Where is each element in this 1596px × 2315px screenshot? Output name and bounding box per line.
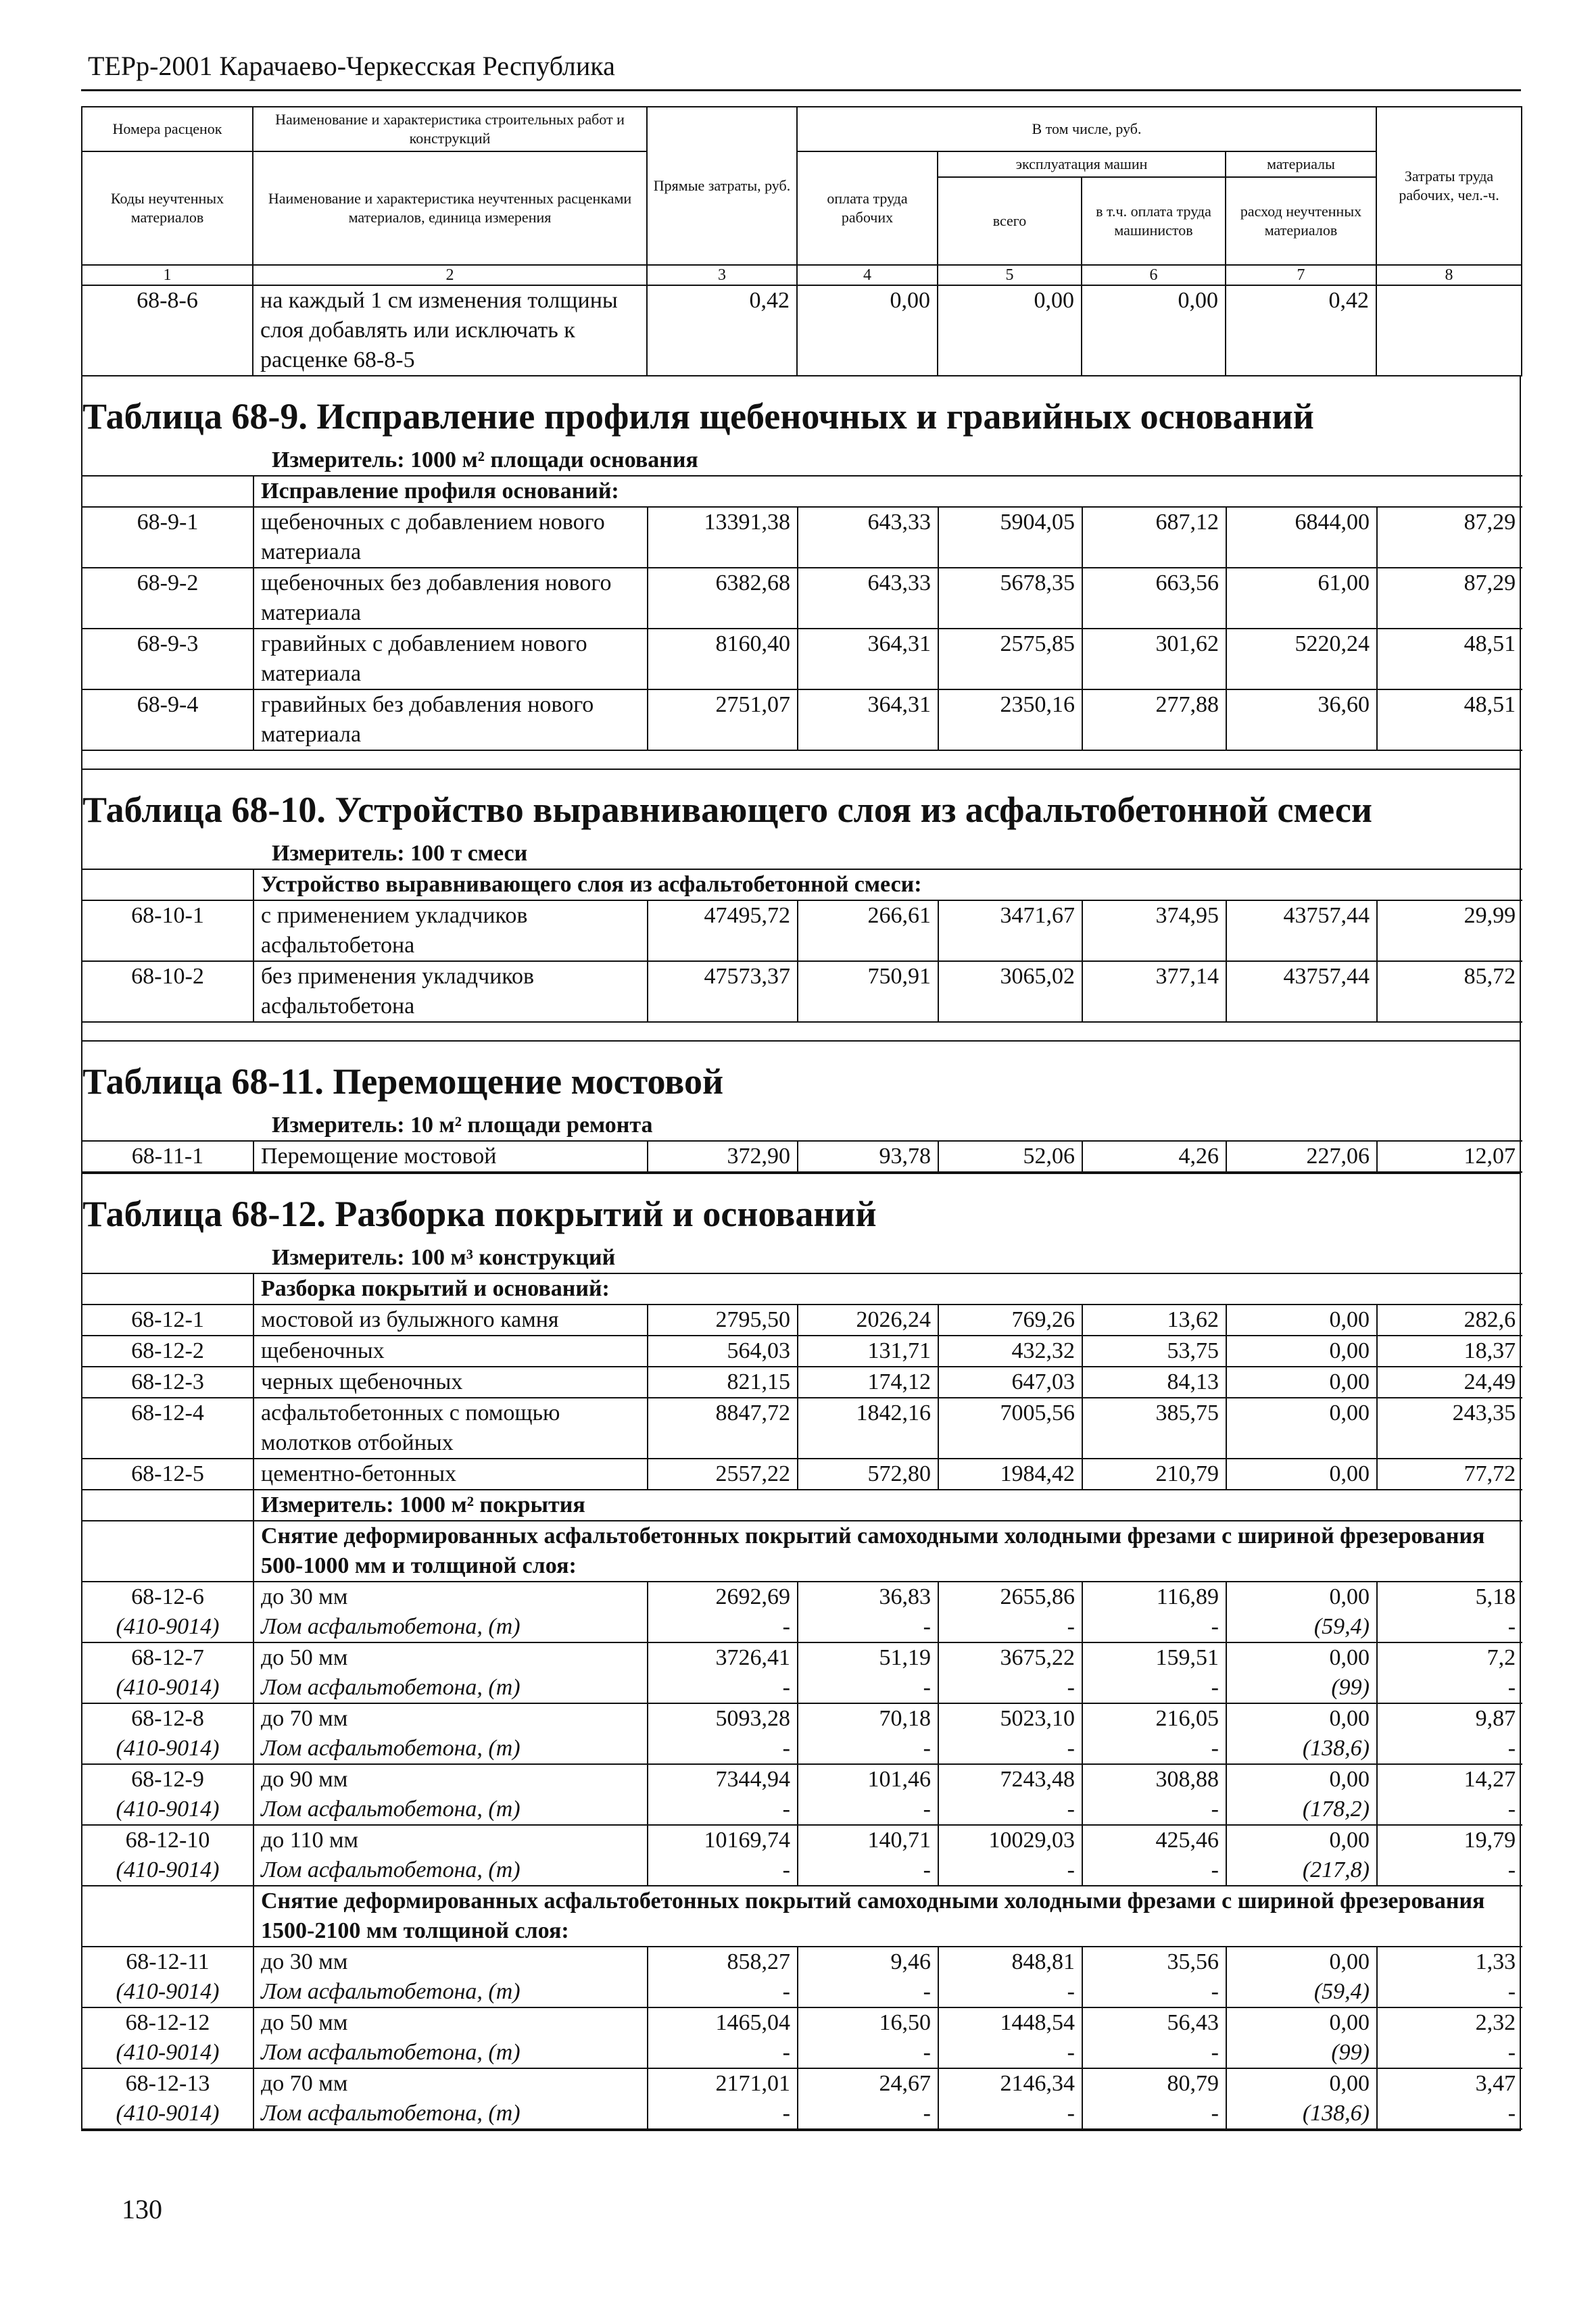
rate-value: 3675,22 [938, 1642, 1082, 1673]
rate-value: 52,06 [938, 1141, 1082, 1172]
head-name: Наименование и характеристика строительных работ и конструкций [253, 107, 647, 151]
rate-name: с применением укладчиков асфальтобетона [253, 900, 648, 961]
material-value: - [1082, 1673, 1226, 1703]
table-title: Таблица 68-12. Разборка покрытий и оснований [82, 1194, 877, 1234]
rate-value: 0,00 [1082, 285, 1226, 376]
col-number: 6 [1082, 265, 1226, 285]
rate-value: 51,19 [798, 1642, 938, 1673]
table-row [82, 2007, 1522, 2038]
rate-value: 3,47 [1377, 2068, 1522, 2099]
rate-code: 68-12-12 [82, 2007, 253, 2038]
table-title: Таблица 68-9. Исправление профиля щебеночных и гравийных оснований [82, 396, 1314, 437]
rate-code: 68-11-1 [82, 1141, 253, 1172]
material-name: Лом асфальтобетона, (т) [253, 1855, 648, 1886]
rate-code: 68-9-1 [82, 507, 253, 568]
col-number: 5 [938, 265, 1082, 285]
rate-value: 2655,86 [938, 1582, 1082, 1612]
rate-value: 7344,94 [648, 1764, 798, 1795]
rate-value: 2,32 [1377, 2007, 1522, 2038]
material-code: (410-9014) [82, 1612, 253, 1642]
material-name: Лом асфальтобетона, (т) [253, 1612, 648, 1642]
rate-value: 19,79 [1377, 1825, 1522, 1855]
head-machines-labor: в т.ч. оплата труда машинистов [1082, 177, 1226, 265]
rate-value: 243,35 [1377, 1398, 1522, 1459]
material-value: - [938, 1855, 1082, 1886]
table-row [82, 1582, 1522, 1612]
rate-value: 0,00 [1226, 1764, 1377, 1795]
header-rule [81, 89, 1521, 91]
rate-value: 282,6 [1377, 1305, 1522, 1336]
rate-code: 68-12-5 [82, 1459, 253, 1490]
rate-value: 77,72 [1377, 1459, 1522, 1490]
material-name: Лом асфальтобетона, (т) [253, 1795, 648, 1825]
rate-value: 3065,02 [938, 961, 1082, 1022]
rate-name: на каждый 1 см изменения толщины слоя добавлять или исключать к расценке 68-8-5 [253, 285, 647, 376]
rate-value: 2026,24 [798, 1305, 938, 1336]
material-value: (99) [1226, 2038, 1377, 2068]
section-heading: Разборка покрытий и оснований: [253, 1273, 1522, 1305]
rate-value: 0,00 [1226, 1459, 1377, 1490]
rate-value: 564,03 [648, 1336, 798, 1367]
rate-value: 374,95 [1082, 900, 1226, 961]
rate-value: 6382,68 [648, 568, 798, 629]
measure-unit: Измеритель: 1000 м² площади основания [272, 447, 698, 472]
rate-code: 68-12-1 [82, 1305, 253, 1336]
material-value: (178,2) [1226, 1795, 1377, 1825]
rate-name: щебеночных без добавления нового материала [253, 568, 648, 629]
rate-value: 750,91 [798, 961, 938, 1022]
rate-value: 53,75 [1082, 1336, 1226, 1367]
rate-value: 858,27 [648, 1947, 798, 1977]
rate-value: 13,62 [1082, 1305, 1226, 1336]
rate-value: 5220,24 [1226, 629, 1377, 689]
rates-table [82, 1273, 1522, 2130]
col-number: 8 [1376, 265, 1522, 285]
head-direct-costs: Прямые затраты, руб. [647, 107, 797, 265]
rate-value: 0,00 [1226, 1825, 1377, 1855]
rate-value: 2557,22 [648, 1459, 798, 1490]
material-value: (217,8) [1226, 1855, 1377, 1886]
rate-value: 1448,54 [938, 2007, 1082, 2038]
rate-value: 3726,41 [648, 1642, 798, 1673]
material-value: - [938, 1734, 1082, 1764]
rate-value [1376, 285, 1522, 376]
material-value: - [1082, 1855, 1226, 1886]
rate-code: 68-10-1 [82, 900, 253, 961]
rate-value: 140,71 [798, 1825, 938, 1855]
rate-value: 1984,42 [938, 1459, 1082, 1490]
rate-value: 16,50 [798, 2007, 938, 2038]
material-value: - [1377, 2099, 1522, 2129]
material-value: (138,6) [1226, 1734, 1377, 1764]
head-machines: эксплуатация машин [938, 151, 1226, 177]
head-labor-pay: оплата труда рабочих [797, 151, 938, 265]
rate-value: 85,72 [1377, 961, 1522, 1022]
section-heading: Снятие деформированных асфальтобетонных покрытий самоходными холодными фрезами с шириной фрезерования 500-1000 мм и толщиной слоя: [253, 1521, 1522, 1582]
rate-value: 0,00 [938, 285, 1082, 376]
rate-value: 432,32 [938, 1336, 1082, 1367]
material-value: - [938, 2099, 1082, 2129]
rate-code: 68-12-6 [82, 1582, 253, 1612]
rate-value: 0,00 [1226, 2007, 1377, 2038]
rate-value: 1,33 [1377, 1947, 1522, 1977]
material-value: - [798, 1673, 938, 1703]
rate-name: до 70 мм [253, 2068, 648, 2099]
section-heading: Снятие деформированных асфальтобетонных покрытий самоходными холодными фрезами с шириной фрезерования 1500-2100 мм толщиной слоя: [253, 1886, 1522, 1947]
rate-name: гравийных с добавлением нового материала [253, 629, 648, 689]
material-value: - [648, 2038, 798, 2068]
rate-value: 70,18 [798, 1703, 938, 1734]
rate-value: 87,29 [1377, 507, 1522, 568]
material-value: - [938, 1612, 1082, 1642]
table-row [82, 1947, 1522, 1977]
head-code: Номера расценок [82, 107, 253, 151]
material-name: Лом асфальтобетона, (т) [253, 1734, 648, 1764]
rate-value: 364,31 [798, 629, 938, 689]
rate-code: 68-8-6 [82, 285, 253, 376]
material-code: (410-9014) [82, 1673, 253, 1703]
section-heading: Устройство выравнивающего слоя из асфальтобетонной смеси: [253, 869, 1522, 900]
rate-code: 68-12-10 [82, 1825, 253, 1855]
rate-code: 68-12-7 [82, 1642, 253, 1673]
table-row [82, 1642, 1522, 1673]
rate-value: 0,00 [1226, 1947, 1377, 1977]
rate-value: 84,13 [1082, 1367, 1226, 1398]
rate-value: 0,42 [647, 285, 797, 376]
rate-value: 1465,04 [648, 2007, 798, 2038]
rate-code: 68-12-11 [82, 1947, 253, 1977]
rate-value: 48,51 [1377, 689, 1522, 750]
rates-table [82, 869, 1522, 1023]
rate-value: 24,67 [798, 2068, 938, 2099]
rate-value: 48,51 [1377, 629, 1522, 689]
material-row [82, 1855, 1522, 1886]
rate-value: 43757,44 [1226, 900, 1377, 961]
rates-table [82, 475, 1522, 751]
material-code: (410-9014) [82, 1734, 253, 1764]
rate-value: 8160,40 [648, 629, 798, 689]
rate-value: 216,05 [1082, 1703, 1226, 1734]
head-worker-hours: Затраты труда рабочих, чел.-ч. [1376, 107, 1522, 265]
rate-value: 647,03 [938, 1367, 1082, 1398]
material-row [82, 1977, 1522, 2007]
rate-value: 6844,00 [1226, 507, 1377, 568]
rate-value: 210,79 [1082, 1459, 1226, 1490]
material-value: (138,6) [1226, 2099, 1377, 2129]
rate-value: 0,42 [1226, 285, 1376, 376]
rate-value: 5023,10 [938, 1703, 1082, 1734]
table-title: Таблица 68-10. Устройство выравнивающего слоя из асфальтобетонной смеси [82, 789, 1372, 830]
rate-value: 301,62 [1082, 629, 1226, 689]
material-value: - [798, 1855, 938, 1886]
rate-value: 159,51 [1082, 1642, 1226, 1673]
rate-name: до 70 мм [253, 1703, 648, 1734]
material-value: - [798, 1734, 938, 1764]
rate-name: асфальтобетонных с помощью молотков отбойных [253, 1398, 648, 1459]
material-value: - [648, 1673, 798, 1703]
material-value: - [648, 1855, 798, 1886]
table-title: Таблица 68-11. Перемощение мостовой [82, 1061, 724, 1102]
rate-value: 572,80 [798, 1459, 938, 1490]
rate-value: 308,88 [1082, 1764, 1226, 1795]
rate-value: 13391,38 [648, 507, 798, 568]
material-name: Лом асфальтобетона, (т) [253, 2038, 648, 2068]
section-heading: Исправление профиля оснований: [253, 476, 1522, 507]
material-name: Лом асфальтобетона, (т) [253, 1977, 648, 2007]
material-value: - [1377, 1855, 1522, 1886]
rate-value: 80,79 [1082, 2068, 1226, 2099]
rate-value: 18,37 [1377, 1336, 1522, 1367]
head-materials-usage: расход неучтенных материалов [1226, 177, 1376, 265]
material-value: - [1082, 1977, 1226, 2007]
rate-value: 4,26 [1082, 1141, 1226, 1172]
page-number: 130 [122, 2194, 162, 2224]
rate-value: 0,00 [1226, 1703, 1377, 1734]
material-value: - [1082, 2099, 1226, 2129]
table-row [82, 1764, 1522, 1795]
rate-code: 68-12-2 [82, 1336, 253, 1367]
col-number: 1 [82, 265, 253, 285]
rate-value: 425,46 [1082, 1825, 1226, 1855]
rate-value: 9,46 [798, 1947, 938, 1977]
material-row [82, 2099, 1522, 2129]
rate-value: 5093,28 [648, 1703, 798, 1734]
col-number: 2 [253, 265, 647, 285]
rate-value: 266,61 [798, 900, 938, 961]
table-68-9 [81, 376, 1521, 770]
material-code: (410-9014) [82, 1855, 253, 1886]
rate-name: щебеночных [253, 1336, 648, 1367]
rate-name: до 90 мм [253, 1764, 648, 1795]
rate-code: 68-12-3 [82, 1367, 253, 1398]
rate-value: 1842,16 [798, 1398, 938, 1459]
rate-value: 35,56 [1082, 1947, 1226, 1977]
rate-value: 277,88 [1082, 689, 1226, 750]
material-value: - [1377, 1795, 1522, 1825]
rates-table [82, 1140, 1522, 1173]
rate-value: 5678,35 [938, 568, 1082, 629]
rate-name: мостовой из булыжного камня [253, 1305, 648, 1336]
rate-value: 7243,48 [938, 1764, 1082, 1795]
rate-code: 68-12-9 [82, 1764, 253, 1795]
rate-name: до 50 мм [253, 2007, 648, 2038]
col-number: 3 [647, 265, 797, 285]
material-row [82, 1612, 1522, 1642]
rate-value: 12,07 [1377, 1141, 1522, 1172]
column-header-table [81, 106, 1522, 376]
rate-value: 47495,72 [648, 900, 798, 961]
rate-value: 0,00 [1226, 1642, 1377, 1673]
rate-value: 3471,67 [938, 900, 1082, 961]
document-page [81, 47, 1521, 2131]
material-row [82, 2038, 1522, 2068]
rate-value: 7005,56 [938, 1398, 1082, 1459]
rate-name: до 50 мм [253, 1642, 648, 1673]
rate-value: 5904,05 [938, 507, 1082, 568]
material-value: - [798, 2038, 938, 2068]
rate-value: 36,60 [1226, 689, 1377, 750]
rate-value: 10169,74 [648, 1825, 798, 1855]
rate-value: 47573,37 [648, 961, 798, 1022]
measure-unit: Измеритель: 100 т смеси [272, 841, 528, 866]
rate-code: 68-12-13 [82, 2068, 253, 2099]
rate-value: 174,12 [798, 1367, 938, 1398]
material-value: - [1377, 1977, 1522, 2007]
material-value: - [798, 1795, 938, 1825]
rate-value: 0,00 [1226, 1305, 1377, 1336]
rate-name: черных щебеночных [253, 1367, 648, 1398]
rate-value: 8847,72 [648, 1398, 798, 1459]
material-value: - [1082, 1612, 1226, 1642]
rate-value: 61,00 [1226, 568, 1377, 629]
material-value: - [648, 1977, 798, 2007]
material-name: Лом асфальтобетона, (т) [253, 2099, 648, 2129]
table-68-11 [81, 1042, 1521, 1174]
rate-value: 2692,69 [648, 1582, 798, 1612]
rate-value: 2171,01 [648, 2068, 798, 2099]
rate-value: 2795,50 [648, 1305, 798, 1336]
rate-value: 43757,44 [1226, 961, 1377, 1022]
measure-unit: Измеритель: 1000 м² покрытия [253, 1490, 1522, 1521]
material-row [82, 1795, 1522, 1825]
material-value: (59,4) [1226, 1977, 1377, 2007]
rate-value: 36,83 [798, 1582, 938, 1612]
rate-value: 2751,07 [648, 689, 798, 750]
rate-name: без применения укладчиков асфальтобетона [253, 961, 648, 1022]
material-value: - [648, 2099, 798, 2129]
rate-value: 848,81 [938, 1947, 1082, 1977]
material-code: (410-9014) [82, 2099, 253, 2129]
rate-value: 0,00 [797, 285, 938, 376]
rate-value: 643,33 [798, 507, 938, 568]
material-value: - [938, 1795, 1082, 1825]
rate-code: 68-10-2 [82, 961, 253, 1022]
rate-value: 377,14 [1082, 961, 1226, 1022]
material-name: Лом асфальтобетона, (т) [253, 1673, 648, 1703]
rate-code: 68-9-4 [82, 689, 253, 750]
measure-unit: Измеритель: 10 м² площади ремонта [272, 1113, 653, 1138]
rate-value: 116,89 [1082, 1582, 1226, 1612]
material-value: - [938, 1977, 1082, 2007]
material-code: (410-9014) [82, 1795, 253, 1825]
rate-value: 131,71 [798, 1336, 938, 1367]
rate-code: 68-12-4 [82, 1398, 253, 1459]
rate-value: 9,87 [1377, 1703, 1522, 1734]
material-value: - [1377, 1673, 1522, 1703]
rate-value: 227,06 [1226, 1141, 1377, 1172]
rate-code: 68-12-8 [82, 1703, 253, 1734]
rate-value: 101,46 [798, 1764, 938, 1795]
material-value: - [1377, 1612, 1522, 1642]
rate-value: 2575,85 [938, 629, 1082, 689]
material-value: - [798, 1612, 938, 1642]
material-value: - [798, 1977, 938, 2007]
material-value: - [1377, 1734, 1522, 1764]
rate-value: 0,00 [1226, 1582, 1377, 1612]
rate-value: 93,78 [798, 1141, 938, 1172]
material-value: - [938, 1673, 1082, 1703]
rate-value: 29,99 [1377, 900, 1522, 961]
material-value: - [1377, 2038, 1522, 2068]
material-value: - [1082, 1734, 1226, 1764]
rate-value: 14,27 [1377, 1764, 1522, 1795]
table-row [82, 1825, 1522, 1855]
rate-value: 2350,16 [938, 689, 1082, 750]
rate-name: до 30 мм [253, 1582, 648, 1612]
material-value: - [1082, 2038, 1226, 2068]
material-value: - [648, 1612, 798, 1642]
material-value: - [648, 1734, 798, 1764]
rate-name: до 110 мм [253, 1825, 648, 1855]
material-code: (410-9014) [82, 2038, 253, 2068]
col-number: 4 [797, 265, 938, 285]
rate-value: 56,43 [1082, 2007, 1226, 2038]
material-value: - [1082, 1795, 1226, 1825]
rate-value: 0,00 [1226, 2068, 1377, 2099]
table-68-10 [81, 770, 1521, 1042]
table-row [82, 1703, 1522, 1734]
head-materials: материалы [1226, 151, 1376, 177]
table-68-12 [81, 1174, 1521, 2131]
table-row [82, 2068, 1522, 2099]
material-code: (410-9014) [82, 1977, 253, 2007]
rate-value: 643,33 [798, 568, 938, 629]
rate-value: 0,00 [1226, 1398, 1377, 1459]
rate-value: 687,12 [1082, 507, 1226, 568]
rate-value: 364,31 [798, 689, 938, 750]
rate-value: 2146,34 [938, 2068, 1082, 2099]
rate-code: 68-9-2 [82, 568, 253, 629]
rate-name: до 30 мм [253, 1947, 648, 1977]
material-value: - [798, 2099, 938, 2129]
rate-name: Перемощение мостовой [253, 1141, 648, 1172]
head-material-codes: Коды неучтенных материалов [82, 151, 253, 265]
rate-value: 87,29 [1377, 568, 1522, 629]
rate-name: гравийных без добавления нового материала [253, 689, 648, 750]
material-row [82, 1734, 1522, 1764]
measure-unit: Измеритель: 100 м³ конструкций [272, 1245, 616, 1270]
rate-value: 372,90 [648, 1141, 798, 1172]
material-value: - [938, 2038, 1082, 2068]
rate-value: 385,75 [1082, 1398, 1226, 1459]
material-value: (99) [1226, 1673, 1377, 1703]
rate-value: 821,15 [648, 1367, 798, 1398]
col-number: 7 [1226, 265, 1376, 285]
rate-value: 0,00 [1226, 1367, 1377, 1398]
rate-name: щебеночных с добавлением нового материала [253, 507, 648, 568]
rate-value: 5,18 [1377, 1582, 1522, 1612]
head-material-names: Наименование и характеристика неучтенных расценками материалов, единица измерения [253, 151, 647, 265]
material-value: (59,4) [1226, 1612, 1377, 1642]
rate-code: 68-9-3 [82, 629, 253, 689]
head-machines-total: всего [938, 177, 1082, 265]
running-header: ТЕРр-2001 Карачаево-Черкесская Республика [88, 51, 615, 81]
rate-value: 7,2 [1377, 1642, 1522, 1673]
rate-value: 769,26 [938, 1305, 1082, 1336]
material-value: - [648, 1795, 798, 1825]
rate-value: 10029,03 [938, 1825, 1082, 1855]
head-including: В том числе, руб. [797, 107, 1376, 151]
rate-value: 0,00 [1226, 1336, 1377, 1367]
rate-name: цементно-бетонных [253, 1459, 648, 1490]
rate-value: 24,49 [1377, 1367, 1522, 1398]
rate-value: 663,56 [1082, 568, 1226, 629]
material-row [82, 1673, 1522, 1703]
